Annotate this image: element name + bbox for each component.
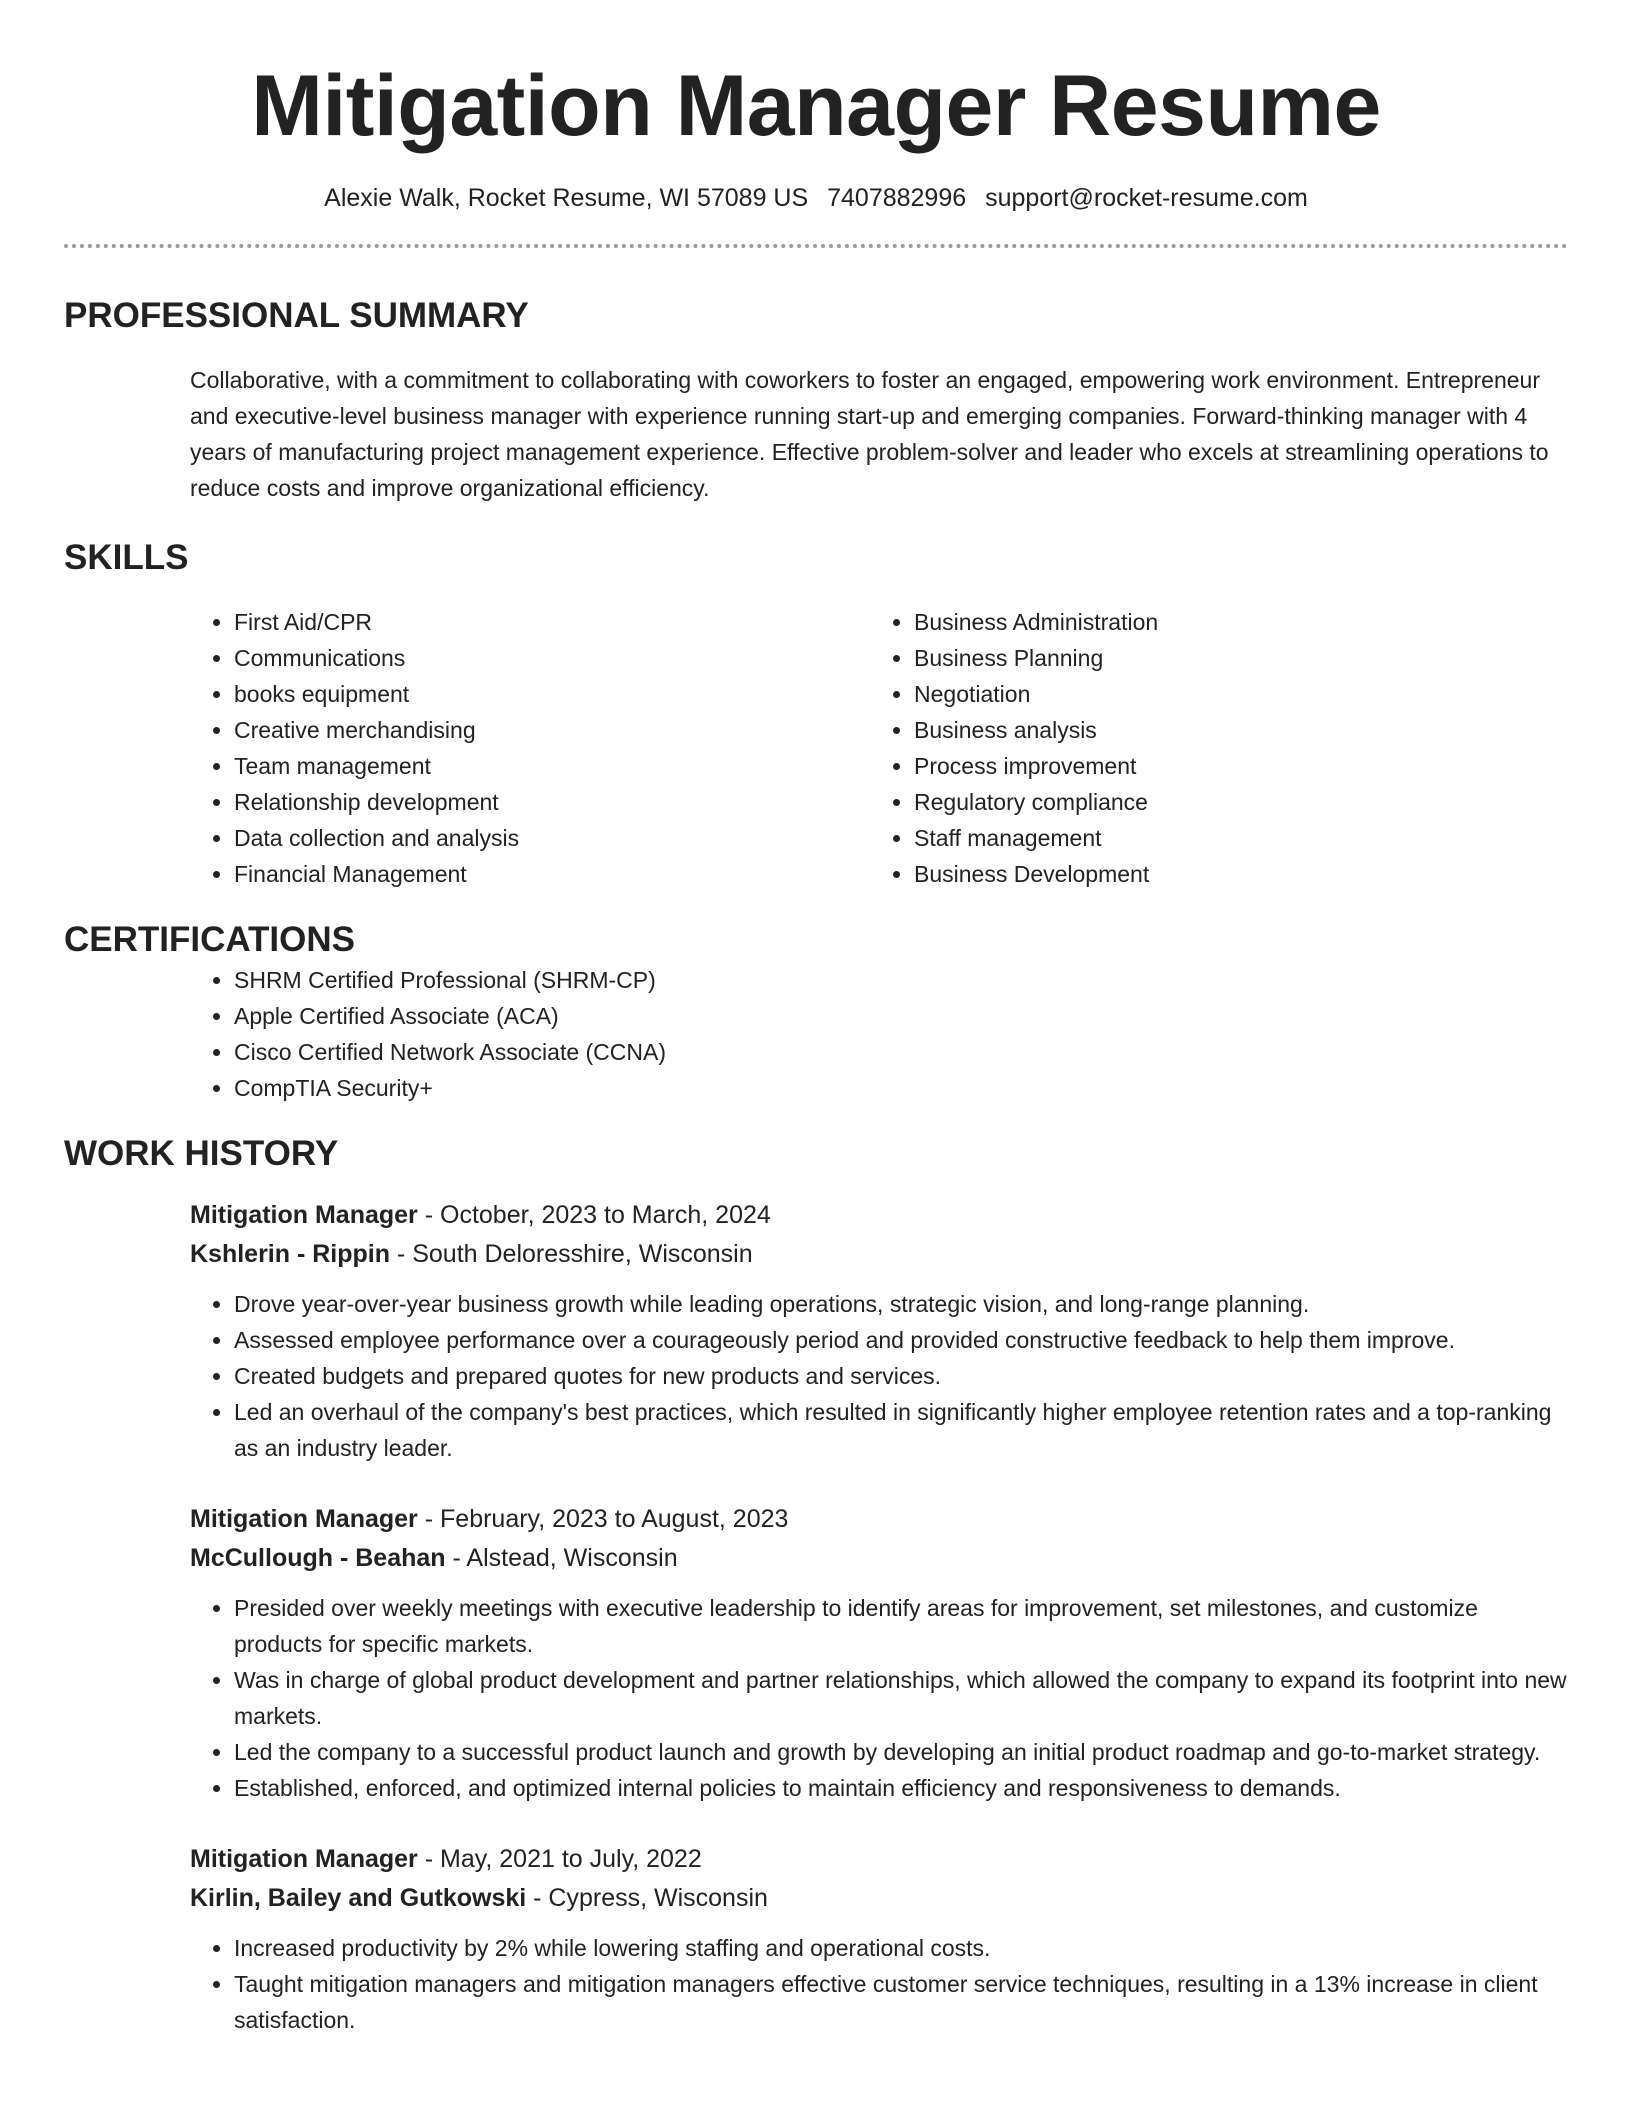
contact-phone: 7407882996 bbox=[827, 184, 967, 212]
duty-item: • Led an overhaul of the company's best practices, which resulted in significantly higher employee retention rates and a top-ranking as an industry leader. bbox=[234, 1394, 1568, 1466]
work-history-heading: WORK HISTORY bbox=[64, 1134, 339, 1173]
contact-line bbox=[64, 182, 1568, 214]
job-dates: - May, 2021 to July, 2022 bbox=[417, 1845, 702, 1873]
job-duties bbox=[190, 1930, 1568, 2038]
job-location: - Alstead, Wisconsin bbox=[445, 1544, 678, 1572]
skill-item: • Team management bbox=[234, 748, 744, 784]
skill-item: • Staff management bbox=[914, 820, 1444, 856]
certification-item: • Cisco Certified Network Associate (CCNA) bbox=[234, 1034, 1568, 1070]
skills-list bbox=[64, 604, 1568, 892]
skill-item: • First Aid/CPR bbox=[234, 604, 744, 640]
skill-item: • Business analysis bbox=[914, 712, 1444, 748]
contact-email: support@rocket-resume.com bbox=[985, 184, 1308, 212]
duty-item: • Drove year-over-year business growth while leading operations, strategic vision, and long-range planning. bbox=[234, 1286, 1568, 1322]
skill-item: • Data collection and analysis bbox=[234, 820, 744, 856]
job-duties bbox=[190, 1590, 1568, 1806]
skill-item: • Business Planning bbox=[914, 640, 1444, 676]
job-title: Mitigation Manager bbox=[190, 1201, 418, 1229]
skill-item: • Business Development bbox=[914, 856, 1444, 892]
skill-item: • Creative merchandising bbox=[234, 712, 744, 748]
job-title: Mitigation Manager bbox=[190, 1505, 418, 1533]
skill-item: • Process improvement bbox=[914, 748, 1444, 784]
header-divider bbox=[64, 244, 1568, 248]
skills-heading: SKILLS bbox=[64, 538, 189, 577]
skills-column-right bbox=[744, 604, 1444, 892]
duty-item: • Assessed employee performance over a courageously period and provided constructive feedback to help them improve. bbox=[234, 1322, 1568, 1358]
job-dates: - February, 2023 to August, 2023 bbox=[417, 1505, 789, 1533]
skill-item: • books equipment bbox=[234, 676, 744, 712]
job-entry bbox=[190, 1500, 1568, 1806]
certification-item: • CompTIA Security+ bbox=[234, 1070, 1568, 1106]
resume-title: Mitigation Manager Resume bbox=[251, 58, 1381, 154]
skill-item: • Business Administration bbox=[914, 604, 1444, 640]
job-company-line bbox=[190, 1539, 1568, 1578]
job-company-line bbox=[190, 1235, 1568, 1274]
job-location: - South Deloresshire, Wisconsin bbox=[390, 1240, 753, 1268]
duty-item: • Led the company to a successful product launch and growth by developing an initial product roadmap and go-to-market strategy. bbox=[234, 1734, 1568, 1770]
skill-item: • Financial Management bbox=[234, 856, 744, 892]
job-company-line bbox=[190, 1879, 1568, 1918]
skill-item: • Negotiation bbox=[914, 676, 1444, 712]
job-location: - Cypress, Wisconsin bbox=[526, 1884, 768, 1912]
skill-item: • Communications bbox=[234, 640, 744, 676]
job-title-line bbox=[190, 1500, 1568, 1539]
job-title: Mitigation Manager bbox=[190, 1845, 418, 1873]
duty-item: • Increased productivity by 2% while lowering staffing and operational costs. bbox=[234, 1930, 1568, 1966]
certifications-heading: CERTIFICATIONS bbox=[64, 920, 356, 959]
summary-heading: PROFESSIONAL SUMMARY bbox=[64, 296, 529, 335]
duty-item: • Taught mitigation managers and mitigation managers effective customer service techniques, resulting in a 13% increase in client satisfaction. bbox=[234, 1966, 1568, 2038]
skill-item: • Relationship development bbox=[234, 784, 744, 820]
job-company: Kirlin, Bailey and Gutkowski bbox=[190, 1884, 527, 1912]
certification-item: • Apple Certified Associate (ACA) bbox=[234, 998, 1568, 1034]
skill-item: • Regulatory compliance bbox=[914, 784, 1444, 820]
summary-text: Collaborative, with a commitment to collaborating with coworkers to foster an engaged, empowering work environment. Entrepreneur and executive-level business manager with experience running start-up and emerging companies. Forward-thinking manager with 4 years of manufacturing project management experience. Effective problem-solver and leader who excels at streamlining operations to reduce costs and improve organizational efficiency. bbox=[190, 367, 1549, 501]
certifications-list bbox=[64, 962, 1568, 1106]
duty-item: • Created budgets and prepared quotes for new products and services. bbox=[234, 1358, 1568, 1394]
job-duties bbox=[190, 1286, 1568, 1466]
duty-item: • Presided over weekly meetings with executive leadership to identify areas for improvement, set milestones, and customize products for specific markets. bbox=[234, 1590, 1568, 1662]
job-entry bbox=[190, 1196, 1568, 1466]
skills-column-left bbox=[64, 604, 744, 892]
job-title-line bbox=[190, 1196, 1568, 1235]
job-company: Kshlerin - Rippin bbox=[190, 1240, 390, 1268]
job-title-line bbox=[190, 1840, 1568, 1879]
duty-item: • Was in charge of global product development and partner relationships, which allowed the company to expand its footprint into new markets. bbox=[234, 1662, 1568, 1734]
duty-item: • Established, enforced, and optimized internal policies to maintain efficiency and responsiveness to demands. bbox=[234, 1770, 1568, 1806]
job-dates: - October, 2023 to March, 2024 bbox=[417, 1201, 771, 1229]
certification-item: • SHRM Certified Professional (SHRM-CP) bbox=[234, 962, 1568, 998]
job-entry bbox=[190, 1840, 1568, 2038]
contact-address: Alexie Walk, Rocket Resume, WI 57089 US bbox=[324, 184, 809, 212]
job-company: McCullough - Beahan bbox=[190, 1544, 446, 1572]
